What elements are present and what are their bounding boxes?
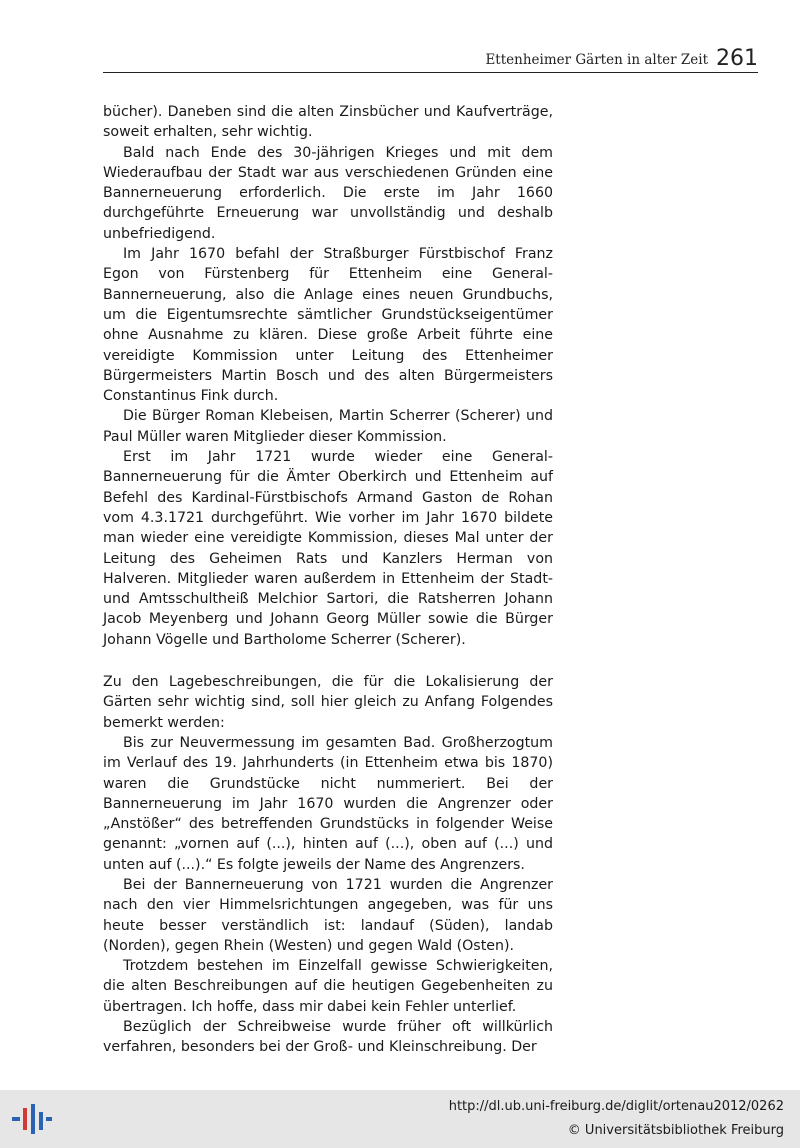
paragraph: Im Jahr 1670 befahl der Straßburger Fürstbischof Franz Egon von Fürstenberg für Ettenheim eine General-Bannerneuerung, also die Anlage eines neuen Grundbuchs, um die Eigentumsrechte sämtlicher Grundstückseigentümer ohne Ausnahme zu klären. Diese große Arbeit führte eine vereidigte Kommission unter Leitung des Ettenheimer Bürgermeisters Martin Bosch und des alten Bürgermeisters Constantinus Fink durch. bbox=[103, 246, 553, 405]
section-break bbox=[103, 650, 553, 672]
paragraph: Trotzdem bestehen im Einzelfall gewisse Schwierigkeiten, die alten Beschreibungen auf die heutigen Gegebenheiten zu übertragen. Ich hoffe, dass mir dabei kein Fehler unterlief. bbox=[103, 958, 553, 1015]
paragraph: Zu den Lagebeschreibungen, die für die Lokalisierung der Gärten sehr wichtig sind, soll hier gleich zu Anfang Folgendes bemerkt werden: bbox=[103, 674, 553, 731]
paragraph: Bis zur Neuvermessung im gesamten Bad. Großherzogtum im Verlauf des 19. Jahrhunderts (in Ettenheim etwa bis 1870) waren die Grundstücke nicht nummeriert. Bei der Bannerneuerung im Jahr 1670 wurden die Angrenzer oder „Anstößer“ des betreffenden Grundstücks in folgender Weise genannt: „vornen auf (...), hinten auf (...), oben auf (...) und unten auf (...).“ Es folgte jeweils der Name des Angrenzers. bbox=[103, 734, 553, 873]
paragraph: Bezüglich der Schreibweise wurde früher oft willkürlich verfahren, besonders bei der Groß- und Kleinschreibung. Der bbox=[103, 1019, 553, 1056]
page-number: 261 bbox=[716, 46, 758, 71]
paragraph: Bei der Bannerneuerung von 1721 wurden die Angrenzer nach den vier Himmelsrichtungen angegeben, was für uns heute besser verständlich ist: landauf (Süden), landab (Norden), gegen Rhein (Westen) und gegen Wald (Osten). bbox=[103, 876, 553, 954]
body-text bbox=[103, 102, 553, 1058]
paragraph: Erst im Jahr 1721 wurde wieder eine General-Bannerneuerung für die Ämter Oberkirch und Ettenheim auf Befehl des Kardinal-Fürstbischofs Armand Gaston de Rohan vom 4.3.1721 durchgeführt. Wie vorher im Jahr 1670 bildete man wieder eine vereidigte Kommission, dieses Mal unter der Leitung des Geheimen Rats und Kanzlers Herman von Halveren. Mitglieder waren außerdem in Ettenheim der Stadt- und Amtsschultheiß Melchior Sartori, die Ratsherren Johann Jacob Meyenberg und Johann Georg Müller sowie die Bürger Johann Vögelle und Bartholome Scherrer (Scherer). bbox=[103, 449, 553, 648]
copyright-notice: © Universitätsbibliothek Freiburg bbox=[567, 1123, 784, 1138]
ub-freiburg-logo-icon[interactable] bbox=[10, 1102, 54, 1136]
running-header bbox=[103, 44, 758, 73]
running-title: Ettenheimer Gärten in alter Zeit bbox=[485, 52, 708, 68]
paragraph-continuation: bücher). Daneben sind die alten Zinsbücher und Kaufverträge, soweit erhalten, sehr wichtig. bbox=[103, 104, 553, 141]
footer-bar bbox=[0, 1090, 800, 1148]
paragraph: Bald nach Ende des 30-jährigen Krieges und mit dem Wiederaufbau der Stadt war aus verschiedenen Gründen eine Bannerneuerung erforderlich. Die erste im Jahr 1660 durchgeführte Erneuerung war unvollständig und deshalb unbefriedigend. bbox=[103, 144, 553, 242]
source-url-link[interactable]: http://dl.ub.uni-freiburg.de/diglit/ortenau2012/0262 bbox=[448, 1099, 784, 1114]
paragraph: Die Bürger Roman Klebeisen, Martin Scherrer (Scherer) und Paul Müller waren Mitglieder dieser Kommission. bbox=[103, 408, 553, 445]
